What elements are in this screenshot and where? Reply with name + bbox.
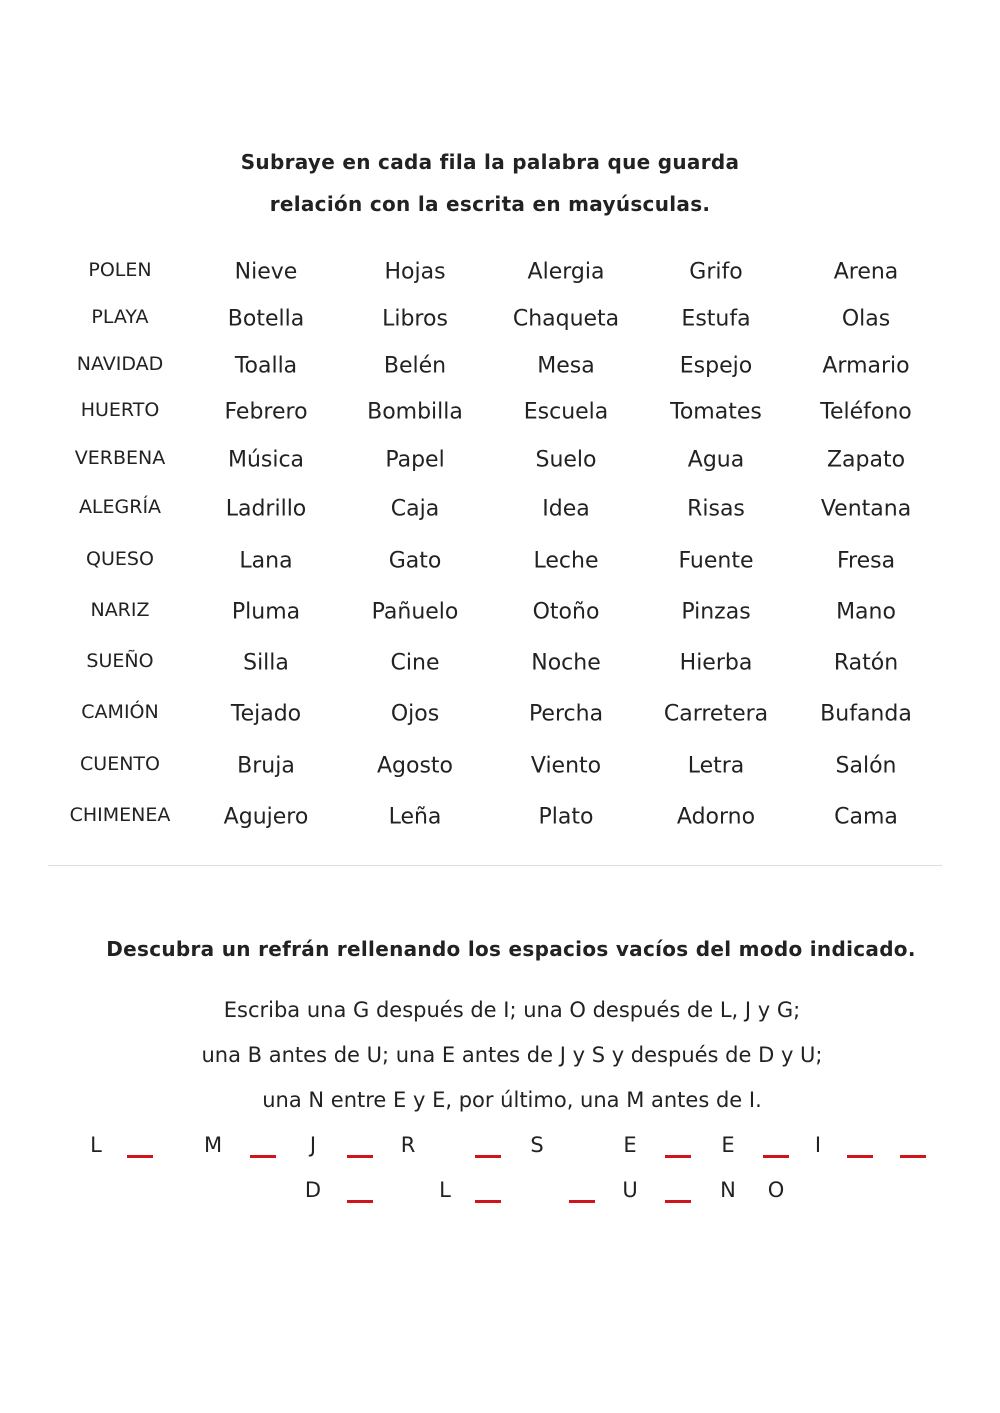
word-option[interactable]: Toalla: [234, 353, 298, 379]
word-option[interactable]: Hojas: [384, 259, 446, 285]
keyword: QUESO: [86, 548, 154, 570]
word-option[interactable]: Gato: [388, 548, 442, 574]
letter-blank[interactable]: [763, 1155, 789, 1158]
puzzle-letter: M: [203, 1133, 223, 1157]
word-option[interactable]: Salón: [835, 753, 897, 779]
exercise1-title-line2: relación con la escrita en mayúsculas.: [269, 192, 711, 216]
letter-blank[interactable]: [569, 1200, 595, 1203]
letter-blank[interactable]: [475, 1200, 501, 1203]
puzzle-letter: I: [814, 1133, 822, 1157]
puzzle-letter: R: [400, 1133, 416, 1157]
keyword: PLAYA: [91, 306, 149, 328]
puzzle-letter: N: [720, 1178, 736, 1202]
word-option[interactable]: Botella: [227, 306, 305, 332]
word-option[interactable]: Carretera: [663, 701, 769, 727]
word-option[interactable]: Letra: [687, 753, 745, 779]
letter-blank[interactable]: [347, 1155, 373, 1158]
instruction-line-2: una B antes de U; una E antes de J y S y después de D y U;: [201, 1043, 823, 1067]
word-option[interactable]: Mano: [836, 599, 896, 625]
keyword: CHIMENEA: [69, 804, 171, 826]
exercise2-title: Descubra un refrán rellenando los espacios vacíos del modo indicado.: [106, 937, 916, 961]
letter-blank[interactable]: [665, 1200, 691, 1203]
word-option[interactable]: Hierba: [679, 650, 753, 676]
word-option[interactable]: Ladrillo: [225, 496, 307, 522]
letter-blank[interactable]: [347, 1200, 373, 1203]
word-option[interactable]: Leche: [533, 548, 599, 574]
puzzle-letter: E: [721, 1133, 735, 1157]
keyword: VERBENA: [74, 447, 166, 469]
word-option[interactable]: Arena: [833, 259, 899, 285]
word-option[interactable]: Otoño: [532, 599, 600, 625]
exercise1-title-line1: Subraye en cada fila la palabra que guarda: [240, 150, 740, 174]
word-option[interactable]: Noche: [531, 650, 601, 676]
word-option[interactable]: Pluma: [231, 599, 301, 625]
word-option[interactable]: Suelo: [535, 447, 597, 473]
word-option[interactable]: Ventana: [820, 496, 912, 522]
keyword: CUENTO: [80, 753, 160, 775]
word-option[interactable]: Cama: [834, 804, 898, 830]
word-option[interactable]: Ratón: [833, 650, 899, 676]
puzzle-letter: E: [623, 1133, 637, 1157]
word-option[interactable]: Agua: [687, 447, 745, 473]
word-option[interactable]: Pinzas: [681, 599, 751, 625]
word-option[interactable]: Cine: [390, 650, 440, 676]
puzzle-letter: L: [439, 1178, 451, 1202]
keyword: CAMIÓN: [81, 701, 159, 723]
instruction-line-1: Escriba una G después de I; una O después de L, J y G;: [223, 998, 801, 1022]
word-option[interactable]: Agosto: [376, 753, 454, 779]
word-option[interactable]: Armario: [822, 353, 910, 379]
word-option[interactable]: Estufa: [681, 306, 751, 332]
word-option[interactable]: Bombilla: [367, 399, 463, 425]
keyword: NAVIDAD: [76, 353, 164, 375]
word-option[interactable]: Risas: [687, 496, 745, 522]
word-option[interactable]: Belén: [383, 353, 447, 379]
word-option[interactable]: Percha: [528, 701, 604, 727]
word-option[interactable]: Idea: [542, 496, 590, 522]
keyword: ALEGRÍA: [78, 496, 162, 518]
keyword: SUEÑO: [86, 650, 154, 672]
word-option[interactable]: Chaqueta: [512, 306, 620, 332]
word-option[interactable]: Zapato: [826, 447, 906, 473]
word-option[interactable]: Plato: [538, 804, 594, 830]
word-option[interactable]: Viento: [530, 753, 602, 779]
word-option[interactable]: Ojos: [390, 701, 440, 727]
puzzle-letter: O: [767, 1178, 785, 1202]
word-option[interactable]: Tejado: [230, 701, 302, 727]
puzzle-letter: S: [530, 1133, 544, 1157]
letter-blank[interactable]: [900, 1155, 926, 1158]
word-option[interactable]: Caja: [390, 496, 440, 522]
instruction-line-3: una N entre E y E, por último, una M antes de I.: [262, 1088, 762, 1112]
word-option[interactable]: Mesa: [537, 353, 595, 379]
word-option[interactable]: Música: [227, 447, 305, 473]
puzzle-letter: L: [90, 1133, 102, 1157]
letter-blank[interactable]: [250, 1155, 276, 1158]
word-option[interactable]: Agujero: [223, 804, 309, 830]
word-option[interactable]: Pañuelo: [371, 599, 459, 625]
word-option[interactable]: Tomates: [670, 399, 762, 425]
word-option[interactable]: Nieve: [234, 259, 298, 285]
letter-blank[interactable]: [475, 1155, 501, 1158]
word-option[interactable]: Fresa: [836, 548, 896, 574]
word-option[interactable]: Silla: [243, 650, 289, 676]
letter-blank[interactable]: [847, 1155, 873, 1158]
puzzle-letter: J: [309, 1133, 317, 1157]
letter-blank[interactable]: [665, 1155, 691, 1158]
keyword: HUERTO: [80, 399, 160, 421]
keyword: NARIZ: [90, 599, 150, 621]
divider: [48, 865, 942, 866]
word-option[interactable]: Bruja: [237, 753, 295, 779]
word-option[interactable]: Escuela: [523, 399, 609, 425]
word-option[interactable]: Teléfono: [820, 399, 912, 425]
word-option[interactable]: Olas: [841, 306, 891, 332]
word-option[interactable]: Papel: [385, 447, 445, 473]
puzzle-letter: D: [304, 1178, 322, 1202]
word-option[interactable]: Fuente: [678, 548, 754, 574]
word-option[interactable]: Febrero: [224, 399, 308, 425]
word-option[interactable]: Grifo: [689, 259, 743, 285]
word-option[interactable]: Espejo: [679, 353, 753, 379]
puzzle-letter: U: [622, 1178, 638, 1202]
letter-blank[interactable]: [127, 1155, 153, 1158]
word-option[interactable]: Alergia: [527, 259, 605, 285]
word-option[interactable]: Lana: [239, 548, 293, 574]
word-option[interactable]: Bufanda: [820, 701, 912, 727]
word-option[interactable]: Adorno: [676, 804, 756, 830]
word-option[interactable]: Libros: [382, 306, 448, 332]
word-option[interactable]: Leña: [388, 804, 442, 830]
keyword: POLEN: [88, 259, 152, 281]
